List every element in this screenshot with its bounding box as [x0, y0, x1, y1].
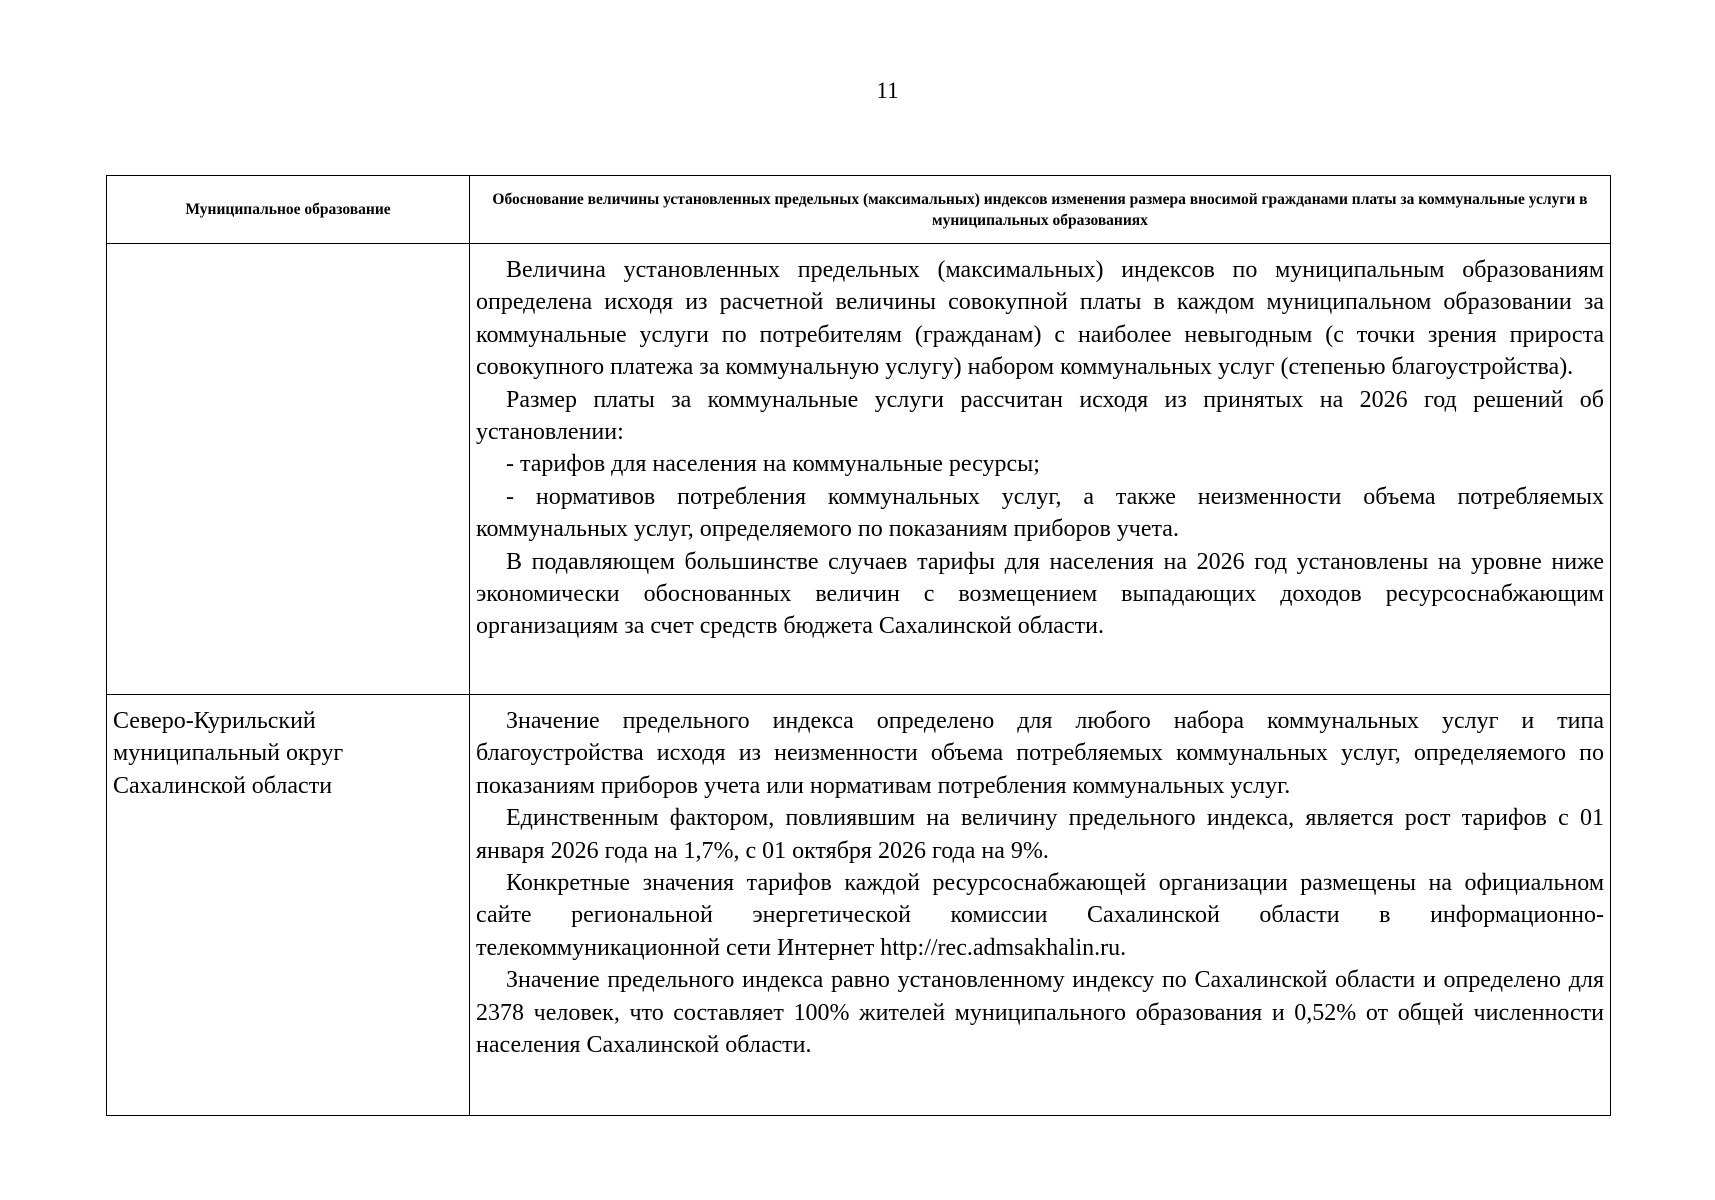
table-row [107, 695, 1611, 1116]
header-municipality: Муниципальное образование [107, 176, 470, 244]
justification-cell [470, 244, 1611, 695]
page-number: 11 [876, 78, 899, 103]
municipality-cell [107, 244, 470, 695]
justification-cell [470, 695, 1611, 1116]
paragraph: Единственным фактором, повлиявшим на величину предельного индекса, является рост тарифов с 01 января 2026 года на 1,7%, с 01 октября 2026 года на 9%. [476, 805, 1604, 864]
paragraph: В подавляющем большинстве случаев тарифы для населения на 2026 год установлены на уровне ниже экономически обоснованных величин с возмещением выпадающих доходов ресурсоснабжающим организациям за счет средств бюджета Сахалинской области. [476, 548, 1604, 640]
list-item: - тарифов для населения на коммунальные ресурсы; [506, 451, 1040, 478]
paragraph: Значение предельного индекса равно установленному индексу по Сахалинской области и определено для 2378 человек, что составляет 100% жителей муниципального образования и 0,52% от общей численности населения Сахалинской области. [476, 967, 1604, 1059]
paragraph: Значение предельного индекса определено для любого набора коммунальных услуг и типа благоустройства исходя из неизменности объема потребляемых коммунальных услуг, определяемого по показаниям приборов учета или нормативам потребления коммунальных услуг. [476, 708, 1604, 799]
justification-table [106, 175, 1611, 1116]
table-row [107, 244, 1611, 695]
paragraph: Конкретные значения тарифов каждой ресурсоснабжающей организации размещены на официальном сайте региональной энергетической комиссии Сахалинской области в информационно-телекоммуникационной сети Интернет http://rec.admsakhalin.ru. [476, 870, 1604, 961]
paragraph: Величина установленных предельных (максимальных) индексов по муниципальным образованиям определена исходя из расчетной величины совокупной платы в каждом муниципальном образовании за коммунальные услуги по потребителям (гражданам) с наиболее невыгодным (с точки зрения прироста совокупного платежа за коммунальную услугу) набором коммунальных услуг (степенью благоустройства). [476, 257, 1604, 381]
header-justification: Обоснование величины установленных предельных (максимальных) индексов изменения размера вносимой гражданами платы за коммунальные услуги в муниципальных образованиях [470, 176, 1611, 244]
table-header-row [107, 176, 1611, 244]
municipality-cell: Северо-Курильский муниципальный округ Сахалинской области [107, 695, 470, 1116]
paragraph: Размер платы за коммунальные услуги рассчитан исходя из принятых на 2026 год решений об установлении: [476, 386, 1604, 446]
list-item: - нормативов потребления коммунальных услуг, а также неизменности объема потребляемых коммунальных услуг, определяемого по показаниям приборов учета. [476, 483, 1604, 543]
